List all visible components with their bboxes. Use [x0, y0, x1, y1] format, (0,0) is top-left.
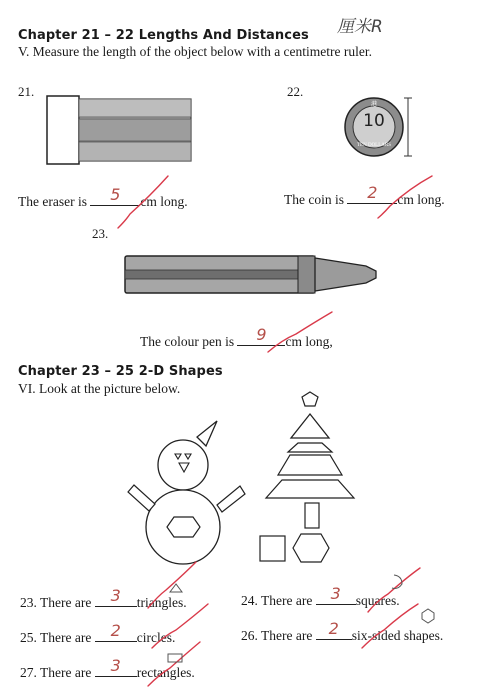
question-25-suffix: circles. [136, 630, 176, 645]
question-number-22: 22. [287, 84, 304, 99]
question-22-answer: 2 [367, 183, 378, 202]
question-21-answer: 5 [110, 185, 121, 204]
pencil-doodles [168, 575, 434, 662]
question-27-answer: 3 [110, 656, 121, 675]
question-23-pen-suffix: cm long, [285, 334, 333, 349]
question-26-answer: 2 [328, 619, 339, 638]
question-23-pen-prefix: The colour pen is [140, 334, 235, 349]
coin-value: 10 [363, 111, 385, 131]
question-24-prefix: 24. There are [241, 593, 313, 608]
check-q27 [148, 642, 200, 686]
question-23-pen-answer: 9 [256, 325, 267, 344]
question-21-prefix: The eraser is [18, 194, 87, 209]
check-q25 [152, 604, 208, 648]
section-heading-lengths: Chapter 21 – 22 Lengths And Distances [18, 28, 309, 43]
question-26-suffix: six-sided shapes. [351, 628, 444, 643]
check-q23-shapes [148, 562, 196, 608]
handwritten-note: 厘米R [337, 17, 383, 37]
section-instruction-shapes: VI. Look at the picture below. [18, 381, 181, 396]
check-q21 [118, 176, 168, 228]
question-23-shapes-prefix: 23. There are [20, 595, 92, 610]
question-23-shapes-answer: 3 [110, 586, 121, 605]
question-24-suffix: squares. [355, 593, 400, 608]
question-27-prefix: 27. There are [20, 665, 92, 680]
question-22-prefix: The coin is [284, 192, 344, 207]
question-21-suffix: cm long. [140, 194, 188, 209]
question-25-prefix: 25. There are [20, 630, 92, 645]
question-27-suffix: rectangles. [136, 665, 195, 680]
question-25-answer: 2 [110, 621, 121, 640]
section-heading-shapes: Chapter 23 – 25 2-D Shapes [18, 364, 223, 379]
question-26-prefix: 26. There are [241, 628, 313, 643]
check-q23-pen [268, 312, 332, 352]
check-q24 [368, 568, 420, 612]
check-q26 [362, 604, 418, 648]
check-q22 [378, 176, 432, 218]
question-24-answer: 3 [330, 584, 341, 603]
coin-top-text: 港 [370, 102, 377, 108]
section-instruction-lengths: V. Measure the length of the object below with a centimetre ruler. [18, 44, 373, 59]
coin-bottom-text: TEN DOLLARS [356, 143, 392, 148]
question-number-23-pen: 23. [92, 226, 109, 241]
question-23-shapes-suffix: triangles. [136, 595, 187, 610]
question-number-21: 21. [18, 84, 35, 99]
question-22-suffix: cm long. [397, 192, 445, 207]
